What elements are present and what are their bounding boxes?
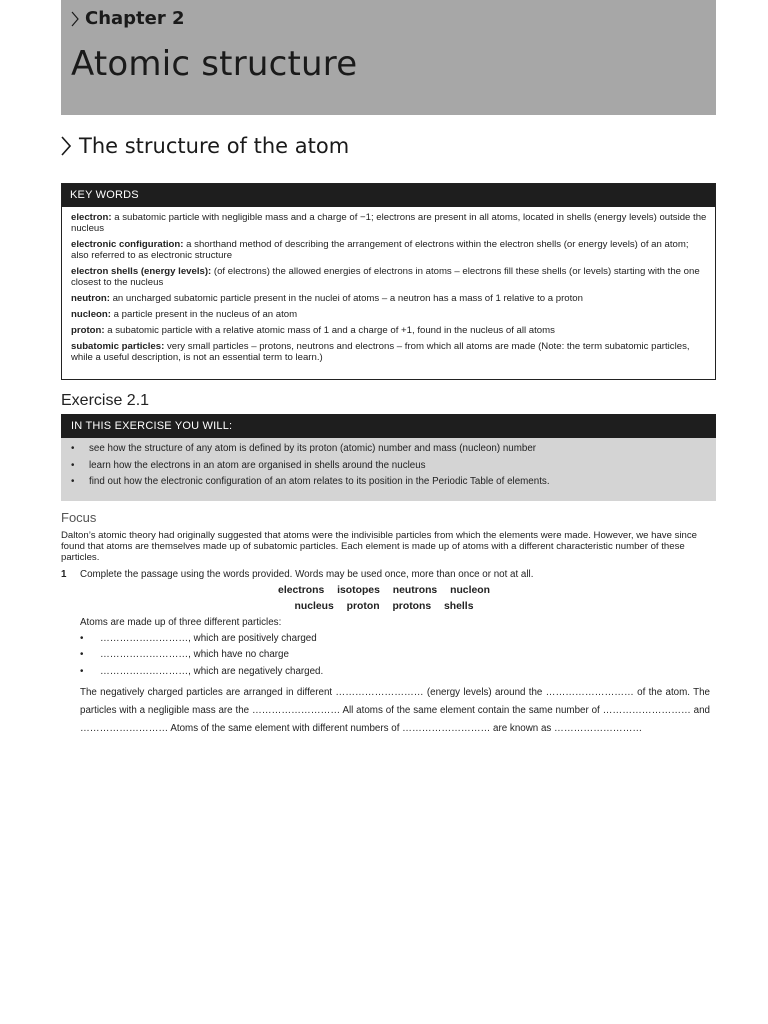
key-word-item [71,266,707,288]
word-bank-word: protons [392,601,432,612]
key-word-item [71,293,707,304]
exercise-header: IN THIS EXERCISE YOU WILL: [61,414,716,438]
goal-item [71,460,716,471]
chapter-label-row [71,8,185,29]
goal-text: find out how the electronic configuration of an atom relates to its position in the Periodic Table of elements. [89,476,550,487]
question [61,569,716,580]
word-bank-word: isotopes [337,585,380,596]
bullet-icon: • [71,443,75,454]
fill-blank-line[interactable]: ………………………, which have no charge [100,649,289,661]
word-bank-row [0,585,768,596]
word-bank-row [0,601,768,612]
key-word-definition: (of electrons) the allowed energies of electrons in atoms – electrons fill these shells (or levels) starting with the one closest to the nucleus [71,266,700,288]
key-word-definition: very small particles – protons, neutrons and electrons – from which all atoms are made (Note: the term subatomic particles, while a useful description, is not an essential term to learn.) [71,341,690,363]
key-word-definition: a shorthand method of describing the arrangement of electrons within the electron shells (or energy levels) of an atom; also referred to as electronic structure [71,239,689,261]
bullet-icon: • [71,476,75,487]
key-word-item [71,341,707,363]
bullet-icon: • [80,665,84,677]
question-number: 1 [61,569,67,580]
bullet-icon: • [80,633,84,644]
key-word-term: subatomic particles: [71,341,165,352]
chapter-label: Chapter 2 [85,8,185,29]
key-word-item [71,325,707,336]
section-title: The structure of the atom [79,134,350,158]
key-word-term: nucleon: [71,309,111,320]
key-word-term: electron shells (energy levels): [71,266,212,277]
word-bank-word: proton [346,601,380,612]
fill-passage[interactable]: The negatively charged particles are arranged in different ……………………… (energy levels) around the ……………………… of the atom. The particles with a negligible mass are the ……………………… All atoms of the same element contain the same number of ……………………… and ……………………… Atoms of the same element with different numbers of ……………………… are known as ……………………… [80,687,710,734]
word-bank-word: electrons [278,585,325,596]
focus-paragraph: Dalton’s atomic theory had originally suggested that atoms were the indivisible particles from which the elements were made. However, we have since found that atoms are themselves made up of subatomic particles. Each element is made up of atoms with a different characteristic number of these particles. [61,530,697,563]
focus-title: Focus [61,510,97,525]
key-word-term: neutron: [71,293,110,304]
fill-bullet-item [80,633,680,644]
goal-text: learn how the electrons in an atom are organised in shells around the nucleus [89,459,426,471]
key-words-box [61,183,716,380]
fill-bullet-item [80,649,680,660]
bullet-icon: • [80,649,84,661]
chapter-banner [61,0,716,115]
fill-bullets [80,633,680,682]
goal-text: see how the structure of any atom is defined by its proton (atomic) number and mass (nucleon) number [89,443,537,454]
section-heading [61,134,349,158]
fill-bullet-item [80,666,680,677]
chevron-right-icon [71,11,79,27]
exercise-title: Exercise 2.1 [61,392,150,409]
key-word-item [71,212,707,234]
key-words-list [62,207,715,363]
key-word-item [71,309,707,320]
fill-blank-line[interactable]: ………………………, which are negatively charged. [100,665,324,677]
key-words-header: KEY WORDS [62,184,715,207]
chapter-title: Atomic structure [71,44,358,84]
goal-item [71,443,716,454]
key-word-definition: an uncharged subatomic particle present in the nuclei of atoms – a neutron has a mass of 1 relative to a proton [109,293,583,304]
word-bank-word: shells [444,601,474,612]
key-word-item [71,239,707,261]
goal-item [71,476,716,487]
exercise-goals [61,438,716,501]
key-word-definition: a subatomic particle with negligible mass and a charge of −1; electrons are present in all atoms, located in shells (energy levels) outside the nucleus [71,212,707,234]
word-bank-word: nucleon [450,585,490,596]
key-word-term: proton: [71,325,105,336]
passage-intro: Atoms are made up of three different particles: [80,617,282,628]
key-word-definition: a subatomic particle with a relative atomic mass of 1 and a charge of +1, found in the nucleus of all atoms [104,325,555,336]
key-word-term: electron: [71,212,112,223]
key-word-definition: a particle present in the nucleus of an atom [110,309,298,320]
bullet-icon: • [71,459,75,471]
chevron-right-icon [61,136,71,156]
fill-blank-line[interactable]: ………………………, which are positively charged [100,633,317,644]
word-bank-word: neutrons [392,585,438,596]
word-bank-word: nucleus [294,601,334,612]
question-text: Complete the passage using the words provided. Words may be used once, more than once or not at all. [80,569,534,580]
key-word-term: electronic configuration: [71,239,184,250]
